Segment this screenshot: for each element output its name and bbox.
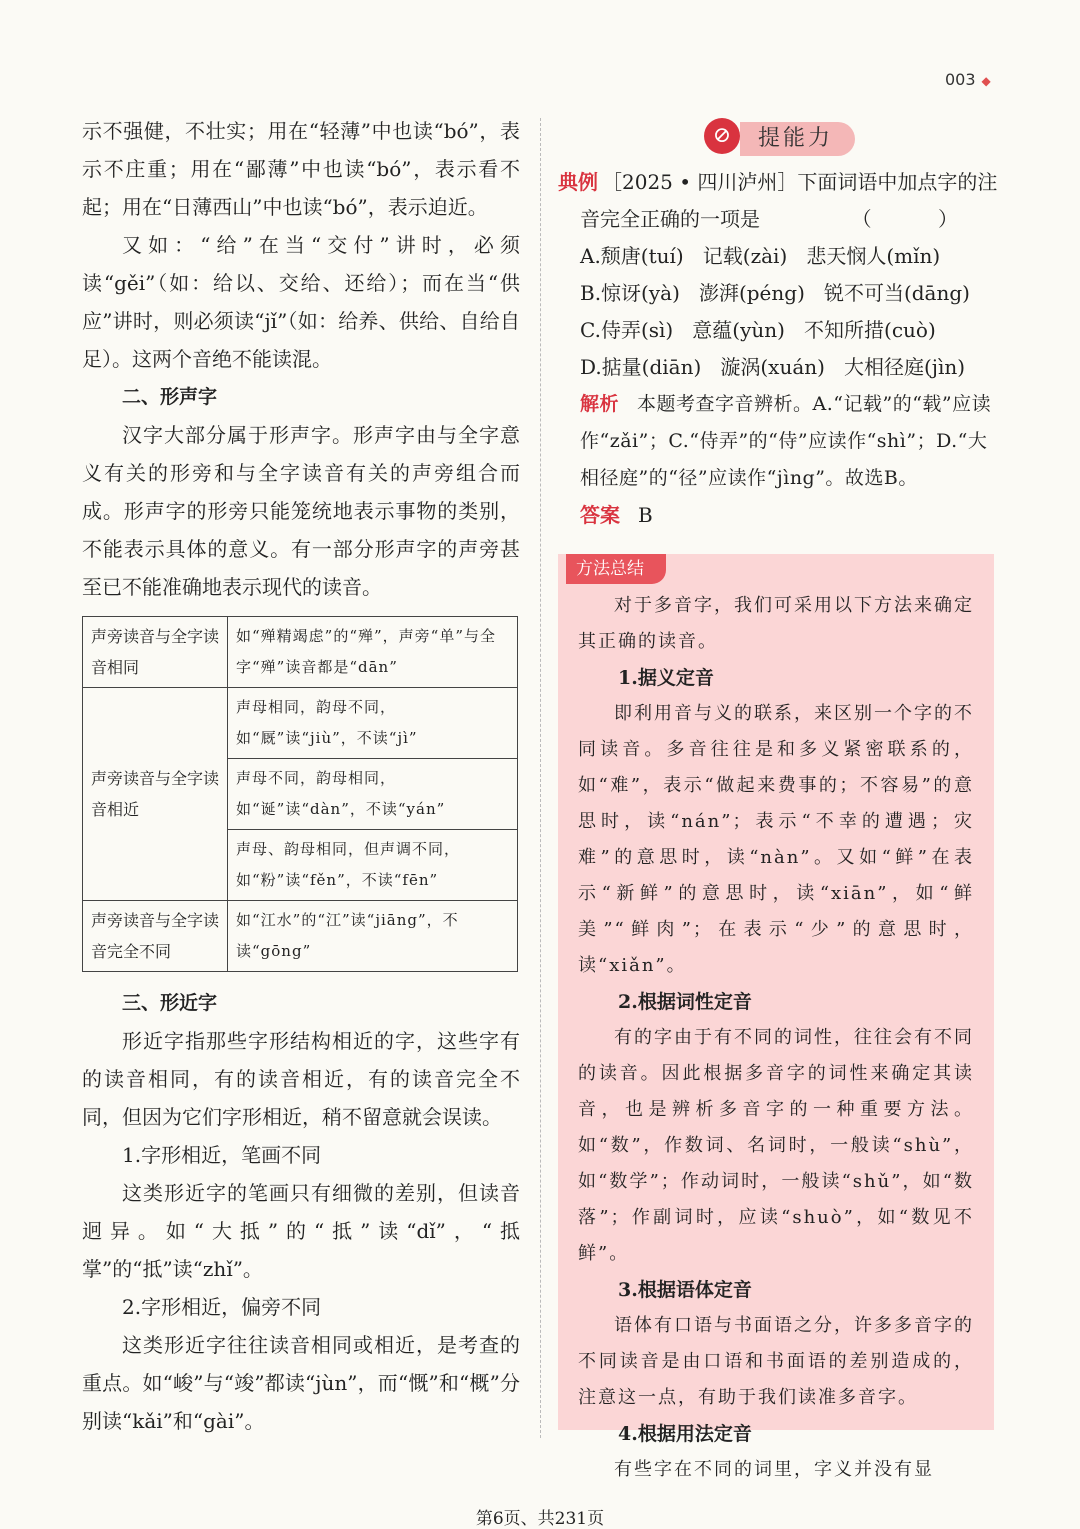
method-heading: 3.根据语体定音 <box>618 1279 752 1301</box>
method-heading: 1.据义定音 <box>618 667 714 689</box>
subheading: 2.字形相近，偏旁不同 <box>122 1295 322 1319</box>
column-divider <box>540 118 541 1438</box>
paragraph: 形近字指那些字形结构相近的字，这些字有的读音相同，有的读音相近，有的读音完全不同，但因为它们字形相近，稍不留意就会误读。 <box>82 1029 520 1129</box>
method-summary-title: 方法总结 <box>566 554 666 584</box>
page-footer: 第6页、共231页 <box>475 1509 605 1529</box>
table-cell: 声旁读音与全字读音相近 <box>83 688 228 901</box>
analysis-text: 本题考查字音辨析。A.“记载”的“载”应读作“zǎi”；C.“侍弄”的“侍”应读作“shì”；D.“大相径庭”的“径”应读作“jìng”。故选B。 <box>580 393 992 489</box>
section-banner <box>558 112 998 160</box>
paragraph: 有的字由于有不同的词性，往往会有不同的读音。因此根据多音字的词性来确定其读音，也是辨析多音字的一种重要方法。如“数”，作数词、名词时，一般读“shù”，如“数学”；作动词时，一般读“shǔ”，如“数落”；作副词时，应读“shuò”，如“数见不鲜”。 <box>578 1027 974 1264</box>
answer-tag: 答案 <box>580 503 620 527</box>
table-cell: 如“江水”的“江”读“jiāng”，不读“gōng” <box>228 901 518 972</box>
option-d: D.掂量(diān) 漩涡(xuán) 大相径庭(jìn) <box>580 355 966 379</box>
paragraph: 这类形近字往往读音相同或相近，是考查的重点。如“峻”与“竣”都读“jùn”，而“慨”和“概”分别读“kǎi”和“gài”。 <box>82 1333 520 1433</box>
section-heading: 三、形近字 <box>122 992 218 1014</box>
method-summary-box <box>558 554 994 1480</box>
paragraph: 语体有口语与书面语之分，许多多音字的不同读音是由口语和书面语的差别造成的，注意这一点，有助于我们读准多音字。 <box>578 1315 974 1408</box>
table-cell: 声母不同，韵母相同，如“诞”读“dàn”，不读“yán” <box>228 759 518 830</box>
table-cell: 声母、韵母相同，但声调不同，如“粉”读“fěn”，不读“fēn” <box>228 830 518 901</box>
paragraph: 这类形近字的笔画只有细微的差别，但读音迥异。如“大抵”的“抵”读“dǐ”，“抵掌”的“抵”读“zhǐ”。 <box>82 1181 520 1281</box>
table-cell: 声母相同，韵母不同，如“厩”读“jiù”，不读“jì” <box>228 688 518 759</box>
right-column <box>558 112 998 534</box>
section-heading: 二、形声字 <box>122 386 218 408</box>
answer-blank: （ ） <box>851 207 988 231</box>
table-row <box>83 617 518 688</box>
option-a: A.颓唐(tuí) 记载(zài) 悲天悯人(mǐn) <box>580 244 941 268</box>
example-text: ［2025 • 四川泸州］下面词语中加点字的注 <box>602 170 998 194</box>
answer-text: B <box>638 503 653 527</box>
diamond-icon: ◆ <box>981 74 991 88</box>
phonetic-component-table <box>82 616 518 972</box>
example-text: 音完全正确的一项是 <box>580 207 760 231</box>
option-b: B.惊讶(yà) 澎湃(péng) 锐不可当(dāng) <box>580 281 970 305</box>
table-cell: 如“殚精竭虑”的“殚”，声旁“单”与全字“殚”读音都是“dān” <box>228 617 518 688</box>
table-cell: 声旁读音与全字读音相同 <box>83 617 228 688</box>
table-row <box>83 688 518 759</box>
compass-icon: ⊘ <box>704 118 740 154</box>
method-summary-body <box>578 588 974 1488</box>
page-number: 003 ◆ <box>945 70 991 89</box>
paragraph: 即利用音与义的联系，来区别一个字的不同读音。多音往往是和多义紧密联系的，如“难”，表示“做起来费事的；不容易”的意思时，读“nán”；表示“不幸的遭遇；灾难”的意思时，读“nàn”。又如“鲜”在表示“新鲜”的意思时，读“xiān”，如“鲜美”“鲜肉”；在表示“少”的意思时，读“xiǎn”。 <box>578 703 974 976</box>
method-heading: 4.根据用法定音 <box>618 1423 752 1445</box>
example-question-cont <box>558 201 998 238</box>
paragraph: 对于多音字，我们可采用以下方法来确定其正确的读音。 <box>578 595 974 652</box>
subheading: 1.字形相近，笔画不同 <box>122 1143 322 1167</box>
section-banner-title: 提能力 <box>740 122 855 156</box>
paragraph: 又如：“给”在当“交付”讲时，必须读“gěi”（如：给以、交给、还给）；而在当“供应”讲时，则必须读“jǐ”（如：给养、供给、自给自足）。这两个音绝不能读混。 <box>82 233 520 371</box>
example-question <box>558 164 998 201</box>
table-row <box>83 901 518 972</box>
analysis-tag: 解析 <box>580 393 620 415</box>
paragraph: 汉字大部分属于形声字。形声字由与全字意义有关的形旁和与全字读音有关的声旁组合而成。形声字的形旁只能笼统地表示事物的类别，不能表示具体的意义。有一部分形声字的声旁甚至已不能准确地表示现代的读音。 <box>82 423 520 599</box>
paragraph: 示不强健，不壮实；用在“轻薄”中也读“bó”，表示不庄重；用在“鄙薄”中也读“bó”，表示看不起；用在“日薄西山”中也读“bó”，表示迫近。 <box>82 119 520 219</box>
table-cell: 声旁读音与全字读音完全不同 <box>83 901 228 972</box>
paragraph: 有些字在不同的词里，字义并没有显 <box>614 1459 934 1480</box>
left-column <box>82 112 520 1440</box>
method-heading: 2.根据词性定音 <box>618 991 752 1013</box>
option-c: C.侍弄(sì) 意蕴(yùn) 不知所措(cuò) <box>580 318 936 342</box>
example-tag: 典例 <box>558 170 598 194</box>
answer <box>558 497 998 534</box>
analysis <box>558 386 998 497</box>
